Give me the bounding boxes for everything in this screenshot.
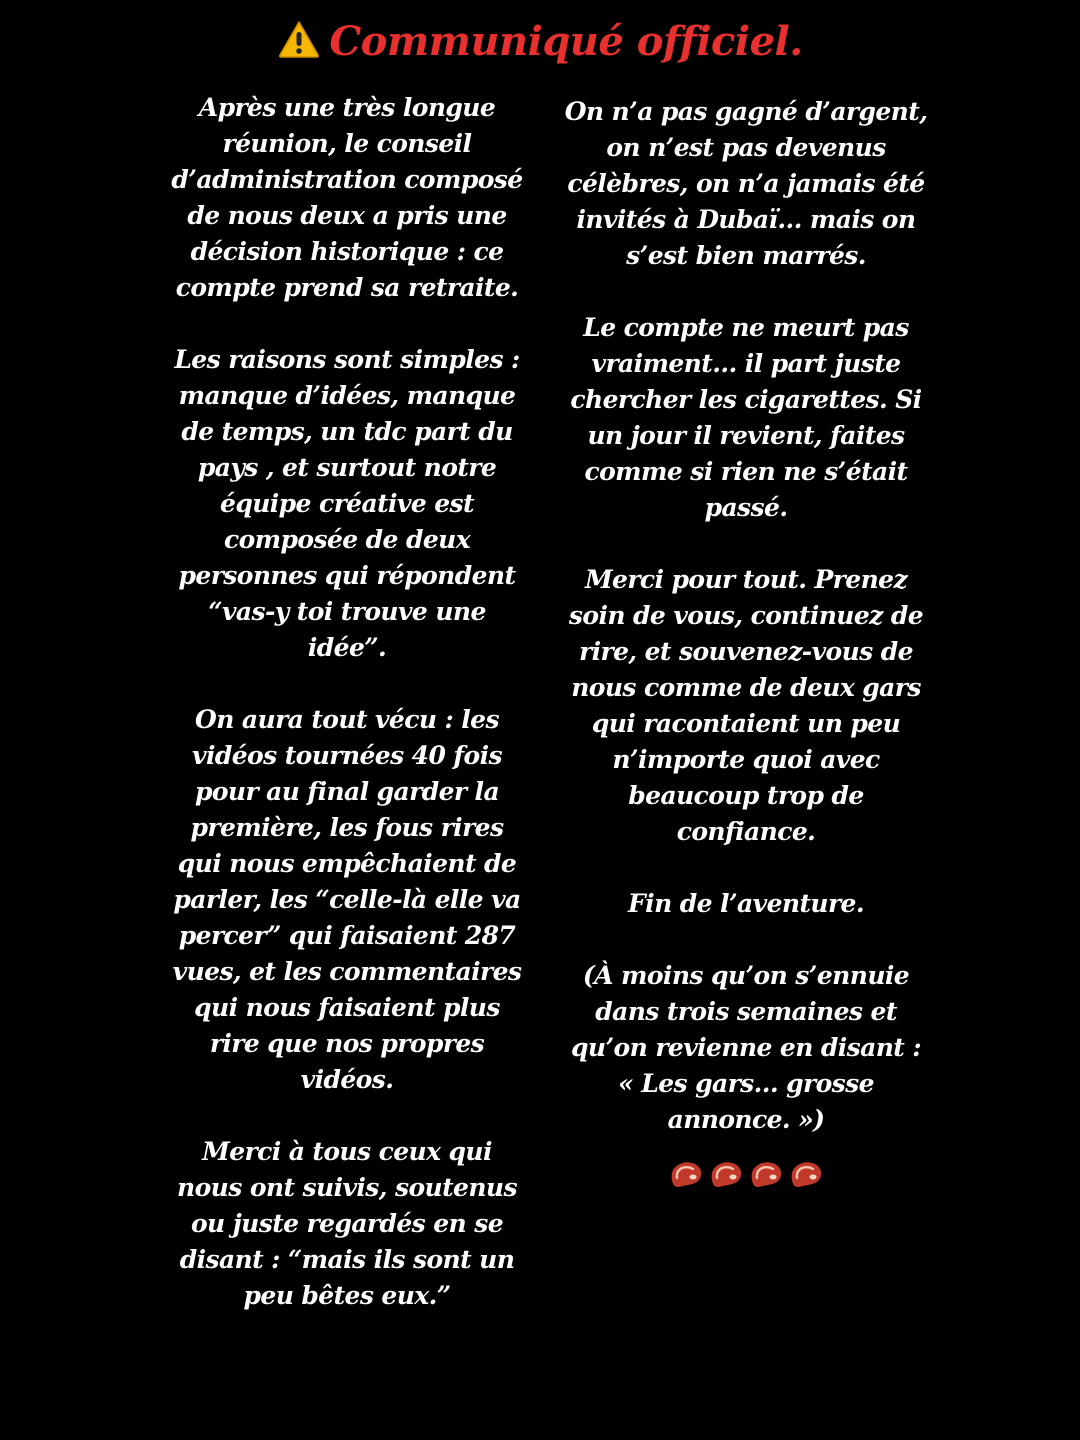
paragraph-reasons: Les raisons sont simples : manque d’idées, manque de temps, un tdc part du pays , et surtout notre équipe créative est composée de deux personnes qui répondent “vas-y toi trouve une idée”. — [174, 345, 520, 662]
right-column — [560, 94, 932, 1190]
meat-emoji-row — [560, 1158, 932, 1190]
paragraph-cigarettes: Le compte ne meurt pas vraiment… il part juste chercher les cigarettes. Si un jour il revient, faites comme si rien ne s’était passé. — [570, 313, 922, 522]
paragraph-memories: On aura tout vécu : les vidéos tournées 40 fois pour au final garder la première, les fous rires qui nous empêchaient de parler, les “celle-là elle va percer” qui faisaient 287 vues, et les commentaires qui nous faisaient plus rire que nos propres vidéos. — [172, 705, 522, 1094]
warning-icon — [277, 19, 321, 59]
page-title — [0, 14, 1080, 70]
paragraph-annonce: (À moins qu’on s’ennuie dans trois semaines et qu’on revienne en disant : « Les gars… grosse annonce. ») — [571, 961, 921, 1134]
meat-icon — [668, 1158, 704, 1190]
meat-icon — [708, 1158, 744, 1190]
meat-icon — [748, 1158, 784, 1190]
paragraph-retirement: Après une très longue réunion, le conseil d’administration composé de nous deux a pris une décision historique : ce compte prend sa retraite. — [171, 93, 523, 302]
paragraph-merci: Merci pour tout. Prenez soin de vous, continuez de rire, et souvenez-vous de nous comme de deux gars qui racontaient un peu n’importe quoi avec beaucoup trop de confiance. — [568, 565, 924, 846]
paragraph-thanks: Merci à tous ceux qui nous ont suivis, soutenus ou juste regardés en se disant : “mais ils sont un peu bêtes eux.” — [177, 1137, 517, 1310]
title-text: Communiqué officiel. — [329, 18, 803, 65]
left-column — [166, 90, 528, 1334]
meat-icon — [788, 1158, 824, 1190]
paragraph-fin: Fin de l’aventure. — [628, 889, 864, 918]
paragraph-no-money: On n’a pas gagné d’argent, on n’est pas devenus célèbres, on n’a jamais été invités à Dubaï… mais on s’est bien marrés. — [564, 97, 928, 270]
